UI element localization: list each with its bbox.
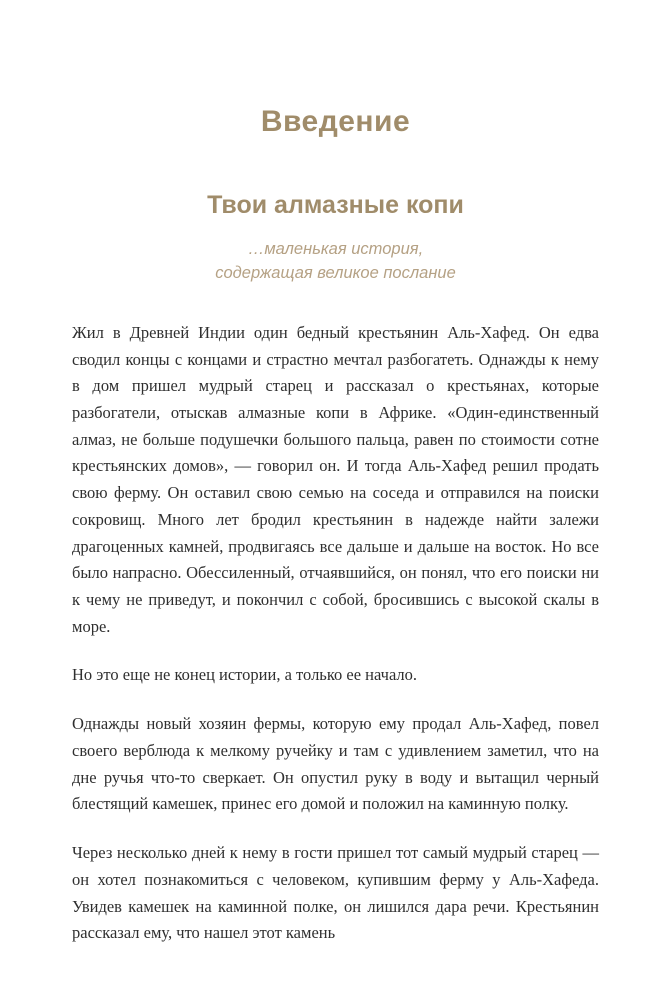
paragraph: Жил в Древней Индии один бедный крестьянин Аль-Хафед. Он едва сводил концы с концами и страстно мечтал разбогатеть. Однажды к нему в дом пришел мудрый старец и рассказал о крестьянах, которые разбогатели, отыскав алмазные копи в Африке. «Один-единственный алмаз, не больше подушечки большого пальца, равен по стоимости сотне крестьянских домов», — говорил он. И тогда Аль-Хафед решил продать свою ферму. Он оставил свою семью на соседа и отправился на поиски сокровищ. Много лет бродил крестьянин в надежде найти залежи драгоценных камней, продвигаясь все дальше и дальше на восток. Но все было напрасно. Обессиленный, отчаявшийся, он понял, что его поиски ни к чему не приведут, и покончил с собой, бросившись с высокой скалы в море. [72,322,599,636]
section-title: Твои алмазные копи [207,191,464,219]
paragraph: Через несколько дней к нему в гости пришел тот самый мудрый старец — он хотел познакомиться с человеком, купившим ферму у Аль-Хафеда. Увидев камешек на каминной полке, он лишился дара речи. Крестьянин рассказал ему, что нашел этот камень [72,843,599,943]
body-text [72,320,599,947]
chapter-title: Введение [260,105,411,138]
paragraph: Но это еще не конец истории, а только ее начало. [72,665,418,685]
subtitle-line-2: содержащая великое послание [215,263,456,282]
subtitle-line-1: …маленькая история, [247,240,424,258]
paragraph: Однажды новый хозяин фермы, которую ему продал Аль-Хафед, повел своего верблюда к мелкому ручейку и там с удивлением заметил, что на дне ручья что-то сверкает. Он опустил руку в воду и вытащил черный блестящий камешек, принес его домой и положил на каминную полку. [72,714,599,814]
section-subtitle [72,238,599,286]
